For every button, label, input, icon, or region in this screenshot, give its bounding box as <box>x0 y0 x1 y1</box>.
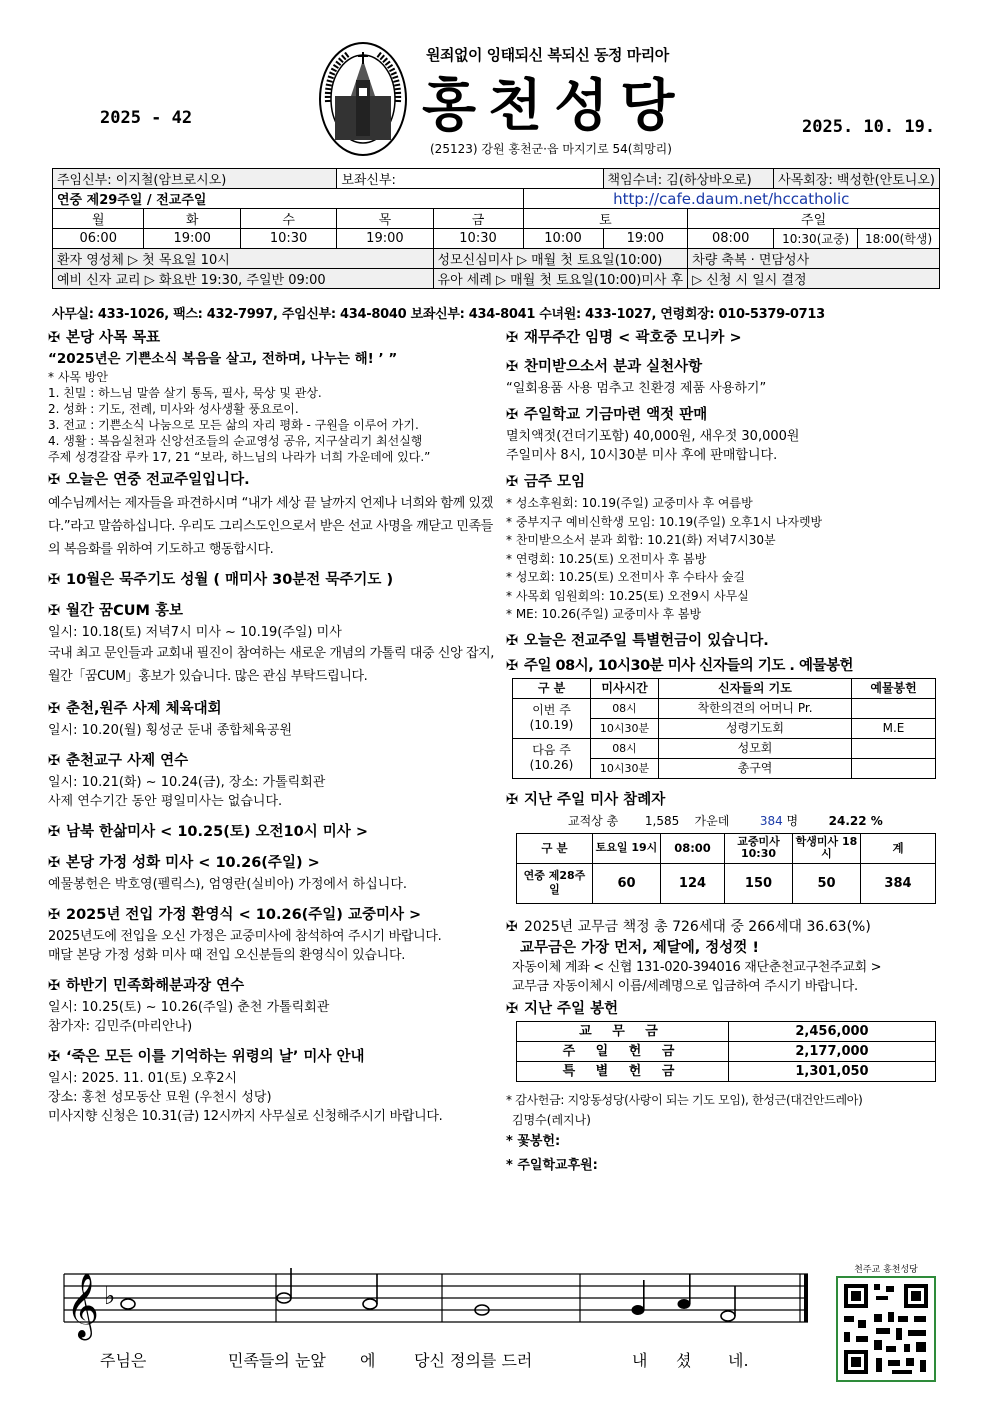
table-cell: 이번 주 (10.19) <box>513 698 591 738</box>
text-line: 미사지향 신청은 10.31(금) 12시까지 사무실로 신청해주시기 바랍니다. <box>48 1109 443 1124</box>
office-contacts: 사무실: 433-1026, 팩스: 432-7997, 주임신부: 434-8040 보좌신부: 434-8041 수녀원: 433-1027, 연령회장: 010-5379-0713 <box>52 307 825 322</box>
section-title: ✠ 주일 08시, 10시30분 미사 신자들의 기도 . 예물봉헌 <box>506 657 854 674</box>
cross-icon: ✠ <box>506 330 519 346</box>
table-cell: 50 <box>793 863 861 903</box>
text-line: 4. 생활 : 복음실천과 신앙선조들의 순교영성 공유, 지구살리기 최선실행 <box>48 434 423 448</box>
text-line: 1. 친밀 : 하느님 말씀 살기 통독, 필사, 묵상 및 관상. <box>48 386 322 400</box>
cross-icon: ✠ <box>48 978 61 994</box>
cafe-link[interactable]: http://cafe.daum.net/hccatholic <box>523 189 939 209</box>
time-cell: 10:30(교중) <box>774 229 858 249</box>
day-wed: 수 <box>240 209 336 229</box>
meeting-item: * 연령회: 10.25(토) 오전미사 후 봄방 <box>506 551 707 566</box>
attendance-table <box>516 833 936 904</box>
section-title: ✠ 주일학교 기금마련 액젓 판매 <box>506 407 708 423</box>
flat-icon: ♭ <box>104 1282 116 1310</box>
issue-number: 2025 - 42 <box>100 108 193 128</box>
section-title: ✠ 지난 주일 봉헌 <box>506 1000 619 1017</box>
section-title: ✠ 본당 가정 성화 미사 < 10.26(주일) > <box>48 855 320 871</box>
section-title: ✠ 2025년 교무금 책정 총 726세대 중 266세대 36.63(%) <box>506 918 871 935</box>
text-line: 일시: 10.25(토) ~ 10.26(주일) 춘천 가톨릭회관 <box>48 1000 330 1015</box>
section-title: ✠ 춘천교구 사제 연수 <box>48 753 189 769</box>
cross-icon: ✠ <box>48 753 61 769</box>
cross-icon: ✠ <box>48 824 61 840</box>
section-title: ✠ 10월은 묵주기도 성월 ( 매미사 30분전 묵주기도 ) <box>48 572 394 588</box>
table-cell: 다음 주 (10.26) <box>513 738 591 778</box>
text-line: 김명수(레지나) <box>512 1112 591 1127</box>
lyric: 민족들의 눈앞 <box>228 1351 326 1370</box>
account-line: 자동이체 계좌 < 신협 131-020-394016 재단춘천교구천주교회 > <box>512 959 882 975</box>
time-cell: 10:30 <box>240 229 336 249</box>
section-title: ✠ 금주 모임 <box>506 474 586 490</box>
meeting-item: * ME: 10.26(주일) 교중미사 후 봄방 <box>506 607 702 621</box>
section-title: ✠ 하반기 민족화해분과장 연수 <box>48 978 245 994</box>
lyric: 셨 <box>676 1351 692 1370</box>
time-cell: 19:00 <box>337 229 433 249</box>
table-header: 신자들의 기도 <box>659 678 852 698</box>
left-column <box>48 327 496 1126</box>
time-cell: 10:00 <box>523 229 603 249</box>
parish-title: 홍천성당 <box>422 74 687 139</box>
table-header: 토요일 19시 <box>593 833 661 863</box>
sister: 책임수녀: 김(하상바오로) <box>603 169 774 189</box>
text-line: * 주일학교후원: <box>506 1157 598 1173</box>
text-line: 매달 본당 가정 성화 미사 때 전입 오신분들의 환영식이 있습니다. <box>48 948 406 963</box>
on-request: ▷ 신청 시 일시 결정 <box>688 269 940 289</box>
cross-icon: ✠ <box>506 474 519 490</box>
time-cell: 06:00 <box>53 229 144 249</box>
qr-code-icon[interactable] <box>836 1276 936 1382</box>
cross-icon: ✠ <box>506 407 519 423</box>
table-header: 구 분 <box>517 833 593 863</box>
text-line: 주일미사 8시, 10시30분 미사 후에 판매합니다. <box>506 448 778 463</box>
pastoral-motto: “2025년은 기쁜소식 복음을 살고, 전하며, 나누는 해! ’ ” <box>48 351 398 367</box>
table-cell: 2,177,000 <box>729 1041 936 1061</box>
table-cell: 착한의견의 어머니 Pr. <box>659 698 852 718</box>
lyric: 주님은 <box>100 1351 147 1370</box>
cross-icon: ✠ <box>48 701 61 717</box>
table-cell <box>852 738 936 758</box>
table-cell <box>852 758 936 778</box>
lyric: 네. <box>728 1351 749 1370</box>
mission-sunday-text: 예수님께서는 제자들을 파견하시며 “내가 세상 끝 날까지 언제나 너희와 함께 있겠다.”라고 말씀하십니다. 우리도 그리스도인으로서 받은 선교 사명을 깨닫고 민족들의 복음화를 위하여 기도하고 행동합시다. <box>48 496 493 557</box>
section-title: ✠ 월간 꿈CUM 홍보 <box>48 603 183 619</box>
table-cell: 특 별 헌 금 <box>517 1061 729 1081</box>
text-line: 주제 성경갈잡 루카 17, 21 “보라, 하느님의 나라가 너희 가운데에 있다.” <box>48 450 431 464</box>
meeting-item: * 성모회: 10.25(토) 오전미사 후 수타사 숲길 <box>506 570 745 584</box>
lyric: 내 <box>632 1351 648 1370</box>
cross-icon: ✠ <box>48 330 61 346</box>
section-title: ✠ 재무주간 임명 < 곽호중 모니카 > <box>506 330 742 346</box>
table-cell: 연중 제28주일 <box>517 863 593 903</box>
text-line: 예물봉헌은 박호영(펠릭스), 엄영란(실비아) 가정에서 하십니다. <box>48 877 408 892</box>
table-header: 미사시간 <box>591 678 659 698</box>
pastor: 주임신부: 이지철(암브로시오) <box>53 169 337 189</box>
section-title: ✠ 오늘은 연중 전교주일입니다. <box>48 472 250 488</box>
text-line: 사제 연수기간 동안 평일미사는 없습니다. <box>48 794 283 809</box>
day-thu: 목 <box>337 209 433 229</box>
meeting-item: * 성소후원회: 10.19(주일) 교중미사 후 여름방 <box>506 496 753 510</box>
cross-icon: ✠ <box>48 855 61 871</box>
table-header: 구 분 <box>513 678 591 698</box>
infant-baptism: 유아 세례 ▷ 매월 첫 토요일(10:00)미사 후 <box>433 269 688 289</box>
right-column <box>506 327 940 1178</box>
text-line: 3. 전교 : 기쁜소식 나눔으로 모든 삶의 자리 평화 - 구원을 이루어 가기. <box>48 418 419 432</box>
table-cell: 성령기도회 <box>659 718 852 738</box>
day-fri: 금 <box>433 209 523 229</box>
table-header: 교중미사 10:30 <box>725 833 793 863</box>
day-sun: 주일 <box>688 209 940 229</box>
text-line: 2. 성화 : 기도, 전례, 미사와 성사생활 풍요로이. <box>48 402 299 416</box>
cross-icon: ✠ <box>506 791 519 808</box>
offering-table <box>516 1021 936 1082</box>
text-line: 일시: 10.20(월) 횡성군 둔내 종합체육공원 <box>48 723 293 738</box>
text-line: 멸치액젓(건더기포함) 40,000원, 새우젓 30,000원 <box>506 429 800 444</box>
council-president: 사목회장: 백성한(안토니오) <box>774 169 940 189</box>
table-cell: 08시 <box>591 698 659 718</box>
cross-icon: ✠ <box>48 907 61 923</box>
cross-icon: ✠ <box>48 603 61 619</box>
table-cell: 성모회 <box>659 738 852 758</box>
liturgical-week: 연중 제29주일 / 전교주일 <box>53 189 524 209</box>
table-header: 예물봉헌 <box>852 678 936 698</box>
cross-icon: ✠ <box>48 572 61 588</box>
day-sat: 토 <box>523 209 688 229</box>
text-line: * 꽃봉헌: <box>506 1133 561 1149</box>
section-title: ✠ 춘천,원주 사제 체육대회 <box>48 701 222 717</box>
meeting-item: * 사목회 임원회의: 10.25(토) 오전9시 사무실 <box>506 588 749 603</box>
meeting-item: * 찬미받으소서 분과 회합: 10.21(화) 저녁7시30분 <box>506 533 776 547</box>
cross-icon: ✠ <box>506 657 518 674</box>
qr-label: 천주교 홍천성당 <box>854 1265 918 1275</box>
text-line: “일회용품 사용 멈추고 친환경 제품 사용하기” <box>506 381 767 396</box>
text-line: 교무금 자동이체시 이름/세례명으로 입금하여 주시기 바랍니다. <box>512 978 858 994</box>
cross-icon: ✠ <box>48 472 61 488</box>
table-cell: 1,301,050 <box>729 1061 936 1081</box>
parish-subtitle: 원죄없이 잉태되신 복되신 동정 마리아 <box>426 46 669 64</box>
table-cell: 교 무 금 <box>517 1021 729 1041</box>
table-cell: 주 일 헌 금 <box>517 1041 729 1061</box>
text-line: 2025년도에 전입을 오신 가정은 교중미사에 참석하여 주시기 바랍니다. <box>48 929 442 944</box>
text-line: 일시: 10.21(화) ~ 10.24(금), 장소: 가톨릭회관 <box>48 775 326 790</box>
section-title: ✠ 본당 사목 목표 <box>48 330 161 346</box>
time-cell: 18:00(학생) <box>858 229 940 249</box>
section-title: ✠ 찬미받으소서 분과 실천사항 <box>506 359 703 375</box>
section-title: ✠ 남북 한삶미사 < 10.25(토) 오전10시 미사 > <box>48 824 368 840</box>
qr-block <box>834 1262 938 1384</box>
marian-mass: 성모신심미사 ▷ 매월 첫 토요일(10:00) <box>433 249 688 269</box>
cross-icon: ✠ <box>506 359 519 375</box>
section-title: ✠ 지난 주일 미사 참례자 <box>506 791 666 808</box>
catechumen-class: 예비 신자 교리 ▷ 화요반 19:30, 주일반 09:00 <box>53 269 434 289</box>
table-cell: 384 <box>861 863 936 903</box>
text-line: 일시: 2025. 11. 01(토) 오후2시 <box>48 1071 238 1086</box>
sick-communion: 환자 영성체 ▷ 첫 목요일 10시 <box>53 249 434 269</box>
cross-icon: ✠ <box>506 1000 519 1017</box>
table-cell: 총구역 <box>659 758 852 778</box>
meeting-item: * 중부지구 예비신학생 모임: 10.19(주일) 오후1시 나자렛방 <box>506 514 823 529</box>
section-title: ✠ 2025년 전입 가정 환영식 < 10.26(주일) 교중미사 > <box>48 907 422 923</box>
lyric: 당신 정의를 드러 <box>414 1351 533 1370</box>
table-cell: M.E <box>852 718 936 738</box>
assistant-priest: 보좌신부: <box>337 169 603 189</box>
day-tue: 화 <box>144 209 240 229</box>
cross-icon: ✠ <box>506 918 518 935</box>
table-cell: 2,456,000 <box>729 1021 936 1041</box>
attendance-summary: 교적상 총 1,585 가운데 384 명 24.22 % <box>568 813 883 828</box>
address: (25123) 강원 홍천군·읍 마지기로 54(희망리) <box>430 142 672 156</box>
time-cell: 08:00 <box>688 229 774 249</box>
table-cell <box>852 698 936 718</box>
church-logo <box>318 40 408 158</box>
bulletin-date: 2025. 10. 19. <box>802 117 936 137</box>
section-title: ✠ ‘죽은 모든 이를 기억하는 위령의 날’ 미사 안내 <box>48 1049 365 1065</box>
table-cell: 124 <box>661 863 725 903</box>
table-cell: 150 <box>725 863 793 903</box>
table-cell: 08시 <box>591 738 659 758</box>
table-cell: 10시30분 <box>591 718 659 738</box>
text-line: 참가자: 김민주(마리안나) <box>48 1019 193 1034</box>
table-cell: 10시30분 <box>591 758 659 778</box>
text-line: 교무금은 가장 먼저, 제달에, 정성껏 ! <box>520 939 759 956</box>
music-staff <box>48 1262 878 1382</box>
table-header: 계 <box>861 833 936 863</box>
time-cell: 19:00 <box>603 229 688 249</box>
table-header: 08:00 <box>661 833 725 863</box>
text-line: 장소: 홍천 성모동산 묘원 (우천시 성당) <box>48 1090 272 1105</box>
time-cell: 10:30 <box>433 229 523 249</box>
cross-icon: ✠ <box>506 632 519 649</box>
cross-icon: ✠ <box>48 1049 61 1065</box>
prayer-table <box>512 678 936 779</box>
time-cell: 19:00 <box>144 229 240 249</box>
treble-clef-icon: 𝄞 <box>66 1273 100 1338</box>
text-line: * 감사헌금: 지앙동성당(사랑이 되는 기도 모임), 한성근(대건안드레아) <box>506 1092 863 1107</box>
vehicle-blessing: 차량 축복 · 면담성사 <box>688 249 940 269</box>
text-line: 국내 최고 문인들과 교회내 필진이 참여하는 새로운 개념의 가톨릭 대중 신앙 잡지, 월간「꿈CUM」홍보가 있습니다. 많은 관심 부탁드립니다. <box>48 646 495 684</box>
lyric: 에 <box>360 1351 376 1370</box>
info-table <box>52 168 940 289</box>
table-header: 학생미사 18시 <box>793 833 861 863</box>
section-title: ✠ 오늘은 전교주일 특별헌금이 있습니다. <box>506 632 769 649</box>
text-line: * 사목 방안 <box>48 370 108 384</box>
table-cell: 60 <box>593 863 661 903</box>
day-mon: 월 <box>53 209 144 229</box>
text-line: 일시: 10.18(토) 저녁7시 미사 ~ 10.19(주일) 미사 <box>48 625 342 640</box>
